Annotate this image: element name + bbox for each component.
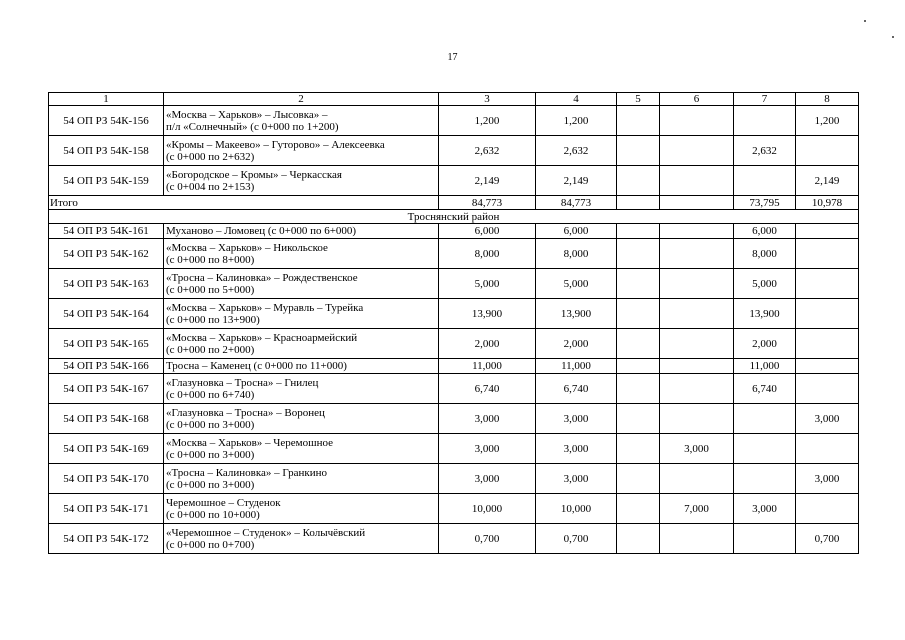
table-row: [49, 404, 859, 434]
value-cell: 3,000: [660, 434, 734, 464]
column-header: 6: [660, 93, 734, 106]
value-cell: [617, 299, 660, 329]
road-code: 54 ОП РЗ 54К-171: [49, 494, 164, 524]
road-name-line: Черемошное – Студенок: [166, 496, 281, 509]
value-cell: 6,000: [536, 224, 617, 239]
table-row: [49, 494, 859, 524]
value-cell: [617, 269, 660, 299]
district-row: [49, 210, 859, 224]
value-cell: [660, 106, 734, 136]
road-code: 54 ОП РЗ 54К-161: [49, 224, 164, 239]
table-row: [49, 136, 859, 166]
road-name: [164, 434, 439, 464]
road-name: [164, 269, 439, 299]
road-name-line: «Москва – Харьков» – Муравль – Турейка: [166, 301, 364, 314]
road-name-line: «Черемошное – Студенок» – Колычёвский: [166, 526, 366, 539]
road-code: 54 ОП РЗ 54К-168: [49, 404, 164, 434]
road-name-line: «Москва – Харьков» – Никольское: [166, 241, 328, 254]
table-row: [49, 224, 859, 239]
value-cell: 6,740: [439, 374, 536, 404]
road-code: 54 ОП РЗ 54К-165: [49, 329, 164, 359]
road-name: [164, 464, 439, 494]
total-row: [49, 196, 859, 210]
value-cell: 8,000: [439, 239, 536, 269]
road-code: 54 ОП РЗ 54К-170: [49, 464, 164, 494]
value-cell: 10,000: [439, 494, 536, 524]
value-cell: 3,000: [439, 464, 536, 494]
road-name-line: (с 0+000 по 2+000): [166, 343, 255, 356]
value-cell: [617, 524, 660, 554]
road-code: 54 ОП РЗ 54К-172: [49, 524, 164, 554]
value-cell: [796, 434, 859, 464]
value-cell: 2,000: [734, 329, 796, 359]
road-code: 54 ОП РЗ 54К-162: [49, 239, 164, 269]
value-cell: [734, 524, 796, 554]
value-cell: 8,000: [734, 239, 796, 269]
road-name: [164, 136, 439, 166]
value-cell: [617, 404, 660, 434]
value-cell: 2,000: [536, 329, 617, 359]
value-cell: 1,200: [536, 106, 617, 136]
value-cell: [796, 269, 859, 299]
value-cell: [617, 136, 660, 166]
total-value: 10,978: [796, 196, 859, 210]
road-name-line: Муханово – Ломовец (с 0+000 по 6+000): [166, 225, 357, 237]
value-cell: [660, 299, 734, 329]
value-cell: [617, 239, 660, 269]
value-cell: [617, 374, 660, 404]
total-label: Итого: [49, 196, 439, 210]
table-row: [49, 359, 859, 374]
table-row: [49, 374, 859, 404]
value-cell: 2,632: [734, 136, 796, 166]
value-cell: 1,200: [439, 106, 536, 136]
value-cell: [617, 434, 660, 464]
road-name-line: (с 0+000 по 3+000): [166, 418, 255, 431]
value-cell: 5,000: [734, 269, 796, 299]
road-name: [164, 359, 439, 374]
road-name-line: «Тросна – Калиновка» – Рождественское: [166, 271, 358, 284]
road-name: [164, 106, 439, 136]
value-cell: [617, 494, 660, 524]
road-name: [164, 239, 439, 269]
road-name-line: «Кромы – Макеево» – Гуторово» – Алексеевка: [166, 138, 385, 151]
value-cell: [617, 166, 660, 196]
value-cell: 3,000: [536, 404, 617, 434]
table-row: [49, 524, 859, 554]
road-code: 54 ОП РЗ 54К-159: [49, 166, 164, 196]
table-row: [49, 269, 859, 299]
value-cell: [734, 166, 796, 196]
value-cell: [617, 329, 660, 359]
total-value: 84,773: [439, 196, 536, 210]
road-code: 54 ОП РЗ 54К-163: [49, 269, 164, 299]
road-code: 54 ОП РЗ 54К-158: [49, 136, 164, 166]
value-cell: [660, 524, 734, 554]
value-cell: 11,000: [536, 359, 617, 374]
value-cell: [660, 464, 734, 494]
total-value: [660, 196, 734, 210]
road-name-line: (с 0+000 по 6+740): [166, 388, 255, 401]
value-cell: [660, 166, 734, 196]
page-number: 17: [447, 52, 458, 63]
road-code: 54 ОП РЗ 54К-164: [49, 299, 164, 329]
table-row: [49, 329, 859, 359]
table-row: [49, 106, 859, 136]
value-cell: 3,000: [796, 404, 859, 434]
value-cell: [617, 224, 660, 239]
road-code: 54 ОП РЗ 54К-156: [49, 106, 164, 136]
value-cell: [734, 106, 796, 136]
scan-speck: [892, 36, 894, 38]
value-cell: [796, 299, 859, 329]
value-cell: 6,740: [536, 374, 617, 404]
value-cell: 6,000: [439, 224, 536, 239]
value-cell: [617, 359, 660, 374]
value-cell: [734, 434, 796, 464]
road-name: [164, 374, 439, 404]
column-header: 3: [439, 93, 536, 106]
total-value: [617, 196, 660, 210]
scan-speck: [864, 20, 866, 22]
value-cell: 3,000: [796, 464, 859, 494]
road-name-line: (с 0+000 по 10+000): [166, 508, 260, 521]
value-cell: 7,000: [660, 494, 734, 524]
road-name-line: (с 0+000 по 8+000): [166, 253, 255, 266]
road-name: [164, 494, 439, 524]
road-code: 54 ОП РЗ 54К-169: [49, 434, 164, 464]
road-name: [164, 224, 439, 239]
value-cell: 6,740: [734, 374, 796, 404]
road-name-line: «Богородское – Кромы» – Черкасская: [166, 168, 342, 181]
road-name: [164, 166, 439, 196]
value-cell: [796, 374, 859, 404]
road-name: [164, 299, 439, 329]
value-cell: [660, 136, 734, 166]
value-cell: 2,632: [439, 136, 536, 166]
road-name: [164, 329, 439, 359]
value-cell: [660, 239, 734, 269]
road-name-line: (с 0+004 по 2+153): [166, 180, 255, 193]
value-cell: 13,900: [439, 299, 536, 329]
column-header: 4: [536, 93, 617, 106]
road-name: [164, 404, 439, 434]
value-cell: 5,000: [439, 269, 536, 299]
value-cell: 13,900: [536, 299, 617, 329]
table-row: [49, 299, 859, 329]
road-name-line: (с 0+000 по 3+000): [166, 478, 255, 491]
value-cell: 2,149: [536, 166, 617, 196]
column-header: 8: [796, 93, 859, 106]
road-name-line: (с 0+000 по 3+000): [166, 448, 255, 461]
value-cell: 2,149: [796, 166, 859, 196]
value-cell: 6,000: [734, 224, 796, 239]
value-cell: [734, 404, 796, 434]
value-cell: [796, 494, 859, 524]
road-name-line: «Москва – Харьков» – Черемошное: [166, 436, 334, 449]
road-name-line: (с 0+000 по 5+000): [166, 283, 255, 296]
column-header: 5: [617, 93, 660, 106]
value-cell: [660, 404, 734, 434]
value-cell: 3,000: [439, 434, 536, 464]
value-cell: [660, 329, 734, 359]
value-cell: [660, 269, 734, 299]
value-cell: 11,000: [734, 359, 796, 374]
value-cell: [660, 374, 734, 404]
value-cell: 13,900: [734, 299, 796, 329]
district-name: Троснянский район: [49, 210, 859, 224]
value-cell: [796, 329, 859, 359]
value-cell: 3,000: [536, 464, 617, 494]
value-cell: 2,149: [439, 166, 536, 196]
value-cell: [796, 239, 859, 269]
value-cell: 11,000: [439, 359, 536, 374]
road-name-line: «Глазуновка – Тросна» – Гнилец: [166, 376, 319, 389]
road-name-line: п/л «Солнечный» (с 0+000 по 1+200): [166, 120, 339, 133]
road-name-line: Тросна – Каменец (с 0+000 по 11+000): [166, 360, 347, 372]
road-name-line: (с 0+000 по 2+632): [166, 150, 255, 163]
road-name-line: (с 0+000 по 13+900): [166, 313, 260, 326]
value-cell: 5,000: [536, 269, 617, 299]
value-cell: [796, 136, 859, 166]
table-row: [49, 239, 859, 269]
road-code: 54 ОП РЗ 54К-167: [49, 374, 164, 404]
value-cell: 0,700: [536, 524, 617, 554]
road-name-line: «Москва – Харьков» – Лысовка» –: [166, 108, 328, 121]
value-cell: 0,700: [439, 524, 536, 554]
value-cell: 8,000: [536, 239, 617, 269]
table-row: [49, 434, 859, 464]
value-cell: [796, 359, 859, 374]
value-cell: 2,632: [536, 136, 617, 166]
column-header: 1: [49, 93, 164, 106]
value-cell: 1,200: [796, 106, 859, 136]
table-row: [49, 166, 859, 196]
road-code: 54 ОП РЗ 54К-166: [49, 359, 164, 374]
value-cell: [660, 359, 734, 374]
road-name-line: «Глазуновка – Тросна» – Воронец: [166, 406, 325, 419]
value-cell: 3,000: [734, 494, 796, 524]
value-cell: [617, 464, 660, 494]
road-name-line: «Москва – Харьков» – Красноармейский: [166, 331, 358, 344]
road-name: [164, 524, 439, 554]
road-table: [48, 92, 859, 554]
value-cell: 0,700: [796, 524, 859, 554]
header-row: [49, 93, 859, 106]
value-cell: [660, 224, 734, 239]
road-name-line: (с 0+000 по 0+700): [166, 538, 255, 551]
total-value: 84,773: [536, 196, 617, 210]
column-header: 7: [734, 93, 796, 106]
value-cell: 3,000: [439, 404, 536, 434]
value-cell: [734, 464, 796, 494]
value-cell: [796, 224, 859, 239]
road-name-line: «Тросна – Калиновка» – Гранкино: [166, 466, 327, 479]
total-value: 73,795: [734, 196, 796, 210]
value-cell: 10,000: [536, 494, 617, 524]
value-cell: [617, 106, 660, 136]
value-cell: 3,000: [536, 434, 617, 464]
column-header: 2: [164, 93, 439, 106]
value-cell: 2,000: [439, 329, 536, 359]
table-row: [49, 464, 859, 494]
